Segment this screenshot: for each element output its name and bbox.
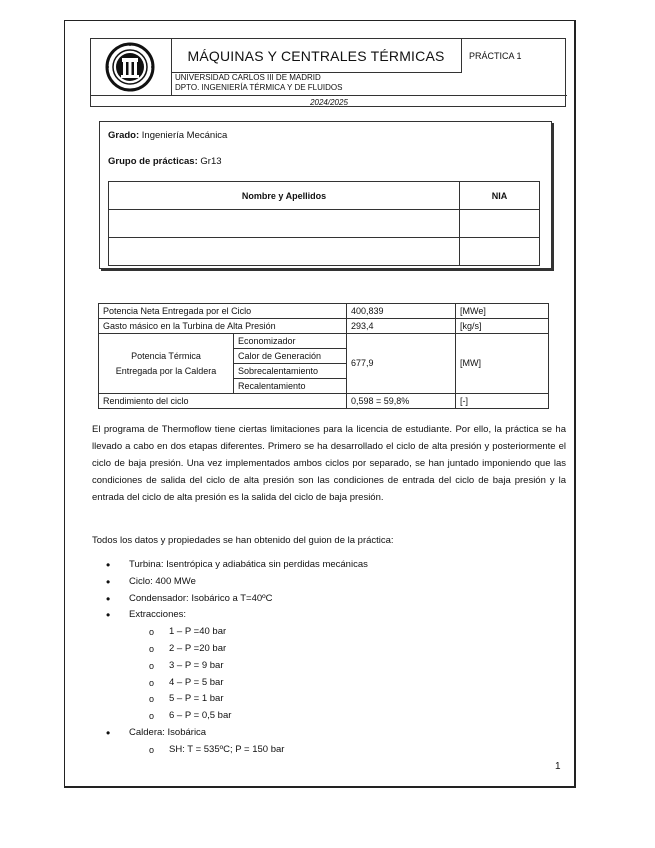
boiler-unit: [MW] <box>456 334 549 394</box>
result-label: Potencia Neta Entregada por el Ciclo <box>99 304 347 319</box>
circle-bullet-icon: o <box>149 643 155 654</box>
member-name-cell <box>109 238 460 266</box>
bullet-icon: • <box>106 574 111 589</box>
result-value: 293,4 <box>347 319 456 334</box>
intro-paragraph: El programa de Thermoflow tiene ciertas limitaciones para la licencia de estudiante. Por ello, la práctica se ha llevado a cabo en dos etapas diferentes. Primero se ha desarrollado el ciclo de alta presión y posteriormente el ciclo de baja presión. Una vez implementados ambos ciclos por separado, se han juntado imponiendo que las condiciones de salida del ciclo de alta presión son las condiciones de entrada del ciclo de baja presión y la entrada del ciclo de alta presión es la salida del ciclo de baja presión. <box>92 424 566 503</box>
boiler-label-line2: Entregada por la Caldera <box>115 365 217 376</box>
academic-year: 2024/2025 <box>91 95 567 108</box>
department-name: DPTO. INGENIERÍA TÉRMICA Y DE FLUIDOS <box>175 83 343 92</box>
grado-value: Ingeniería Mecánica <box>141 130 228 141</box>
table-row <box>99 319 549 334</box>
list-item <box>92 725 566 742</box>
sub-item-text: 2 – P =20 bar <box>169 642 227 654</box>
boiler-part: Sobrecalentamiento <box>234 364 347 379</box>
member-nia-cell <box>460 210 540 238</box>
university-logo-cell <box>91 39 172 95</box>
result-unit: [MWe] <box>456 304 549 319</box>
table-row <box>109 238 540 266</box>
bullet-icon: • <box>106 608 111 623</box>
result-value: 400,839 <box>347 304 456 319</box>
bullet-icon: • <box>106 558 111 572</box>
sub-list-item <box>92 675 566 692</box>
sub-list-item <box>92 658 566 675</box>
circle-bullet-icon: o <box>149 677 155 688</box>
sub-list-item <box>92 641 566 658</box>
practice-label: PRÁCTICA 1 <box>469 50 522 61</box>
table-row <box>99 304 549 319</box>
member-nia-cell <box>460 238 540 266</box>
bullet-icon: • <box>106 591 111 606</box>
list-item-text: Ciclo: 400 MWe <box>129 575 196 587</box>
members-header-row <box>109 182 540 210</box>
result-unit: [-] <box>456 394 549 409</box>
col-nia-header: NIA <box>460 182 540 210</box>
circle-bullet-icon: o <box>149 744 155 755</box>
table-row <box>99 394 549 409</box>
university-seal-icon <box>105 42 155 92</box>
bullet-icon: • <box>106 725 111 740</box>
result-label: Rendimiento del ciclo <box>99 394 347 409</box>
sub-list-item <box>92 624 566 641</box>
list-item <box>92 591 566 608</box>
document-header <box>90 38 566 107</box>
col-name-header: Nombre y Apellidos <box>109 182 460 210</box>
grado-label: Grado: <box>108 130 140 141</box>
institution-info <box>171 72 567 95</box>
grupo-line <box>108 156 222 167</box>
sub-list-item <box>92 691 566 708</box>
list-item-text: Extracciones: <box>129 609 187 621</box>
page-number: 1 <box>555 761 561 772</box>
list-item-text: Turbina: Isentrópica y adiabática sin perdidas mecánicas <box>129 559 368 570</box>
table-row <box>109 210 540 238</box>
sub-item-text: SH: T = 535ºC; P = 150 bar <box>169 743 285 755</box>
member-name-cell <box>109 210 460 238</box>
boiler-part: Economizador <box>234 334 347 349</box>
table-row <box>99 334 549 349</box>
sub-item-text: 6 – P = 0,5 bar <box>169 710 232 722</box>
university-name: UNIVERSIDAD CARLOS III DE MADRID <box>175 73 321 82</box>
sub-item-text: 3 – P = 9 bar <box>169 659 224 671</box>
members-table <box>108 181 540 266</box>
group-info-box <box>99 121 552 269</box>
sub-item-text: 5 – P = 1 bar <box>169 693 224 705</box>
boiler-value: 677,9 <box>347 334 456 394</box>
course-title: MÁQUINAS Y CENTRALES TÉRMICAS <box>171 39 462 73</box>
list-item-text: Condensador: Isobárico a T=40ºC <box>129 592 273 604</box>
result-unit: [kg/s] <box>456 319 549 334</box>
grupo-value: Gr13 <box>200 156 222 167</box>
sub-list-item <box>92 742 566 759</box>
circle-bullet-icon: o <box>149 711 155 722</box>
circle-bullet-icon: o <box>149 694 155 705</box>
sub-item-text: 1 – P =40 bar <box>169 626 227 638</box>
boiler-part: Recalentamiento <box>234 379 347 394</box>
grupo-label: Grupo de prácticas: <box>108 156 198 167</box>
result-value: 0,598 = 59,8% <box>347 394 456 409</box>
sub-list-item <box>92 708 566 725</box>
circle-bullet-icon: o <box>149 660 155 671</box>
boiler-label-line1: Potencia Térmica <box>131 350 201 361</box>
sub-item-text: 4 – P = 5 bar <box>169 676 224 688</box>
specs-list <box>92 557 566 759</box>
boiler-label <box>99 334 234 394</box>
circle-bullet-icon: o <box>149 627 155 638</box>
data-source-paragraph: Todos los datos y propiedades se han obtenido del guion de la práctica: <box>92 535 394 546</box>
list-item <box>92 607 566 624</box>
grado-line <box>108 130 227 141</box>
results-table <box>98 303 549 409</box>
list-item-text: Caldera: Isobárica <box>129 726 207 738</box>
result-label: Gasto másico en la Turbina de Alta Presión <box>99 319 347 334</box>
list-item <box>92 574 566 591</box>
list-item <box>92 557 566 574</box>
boiler-part: Calor de Generación <box>234 349 347 364</box>
